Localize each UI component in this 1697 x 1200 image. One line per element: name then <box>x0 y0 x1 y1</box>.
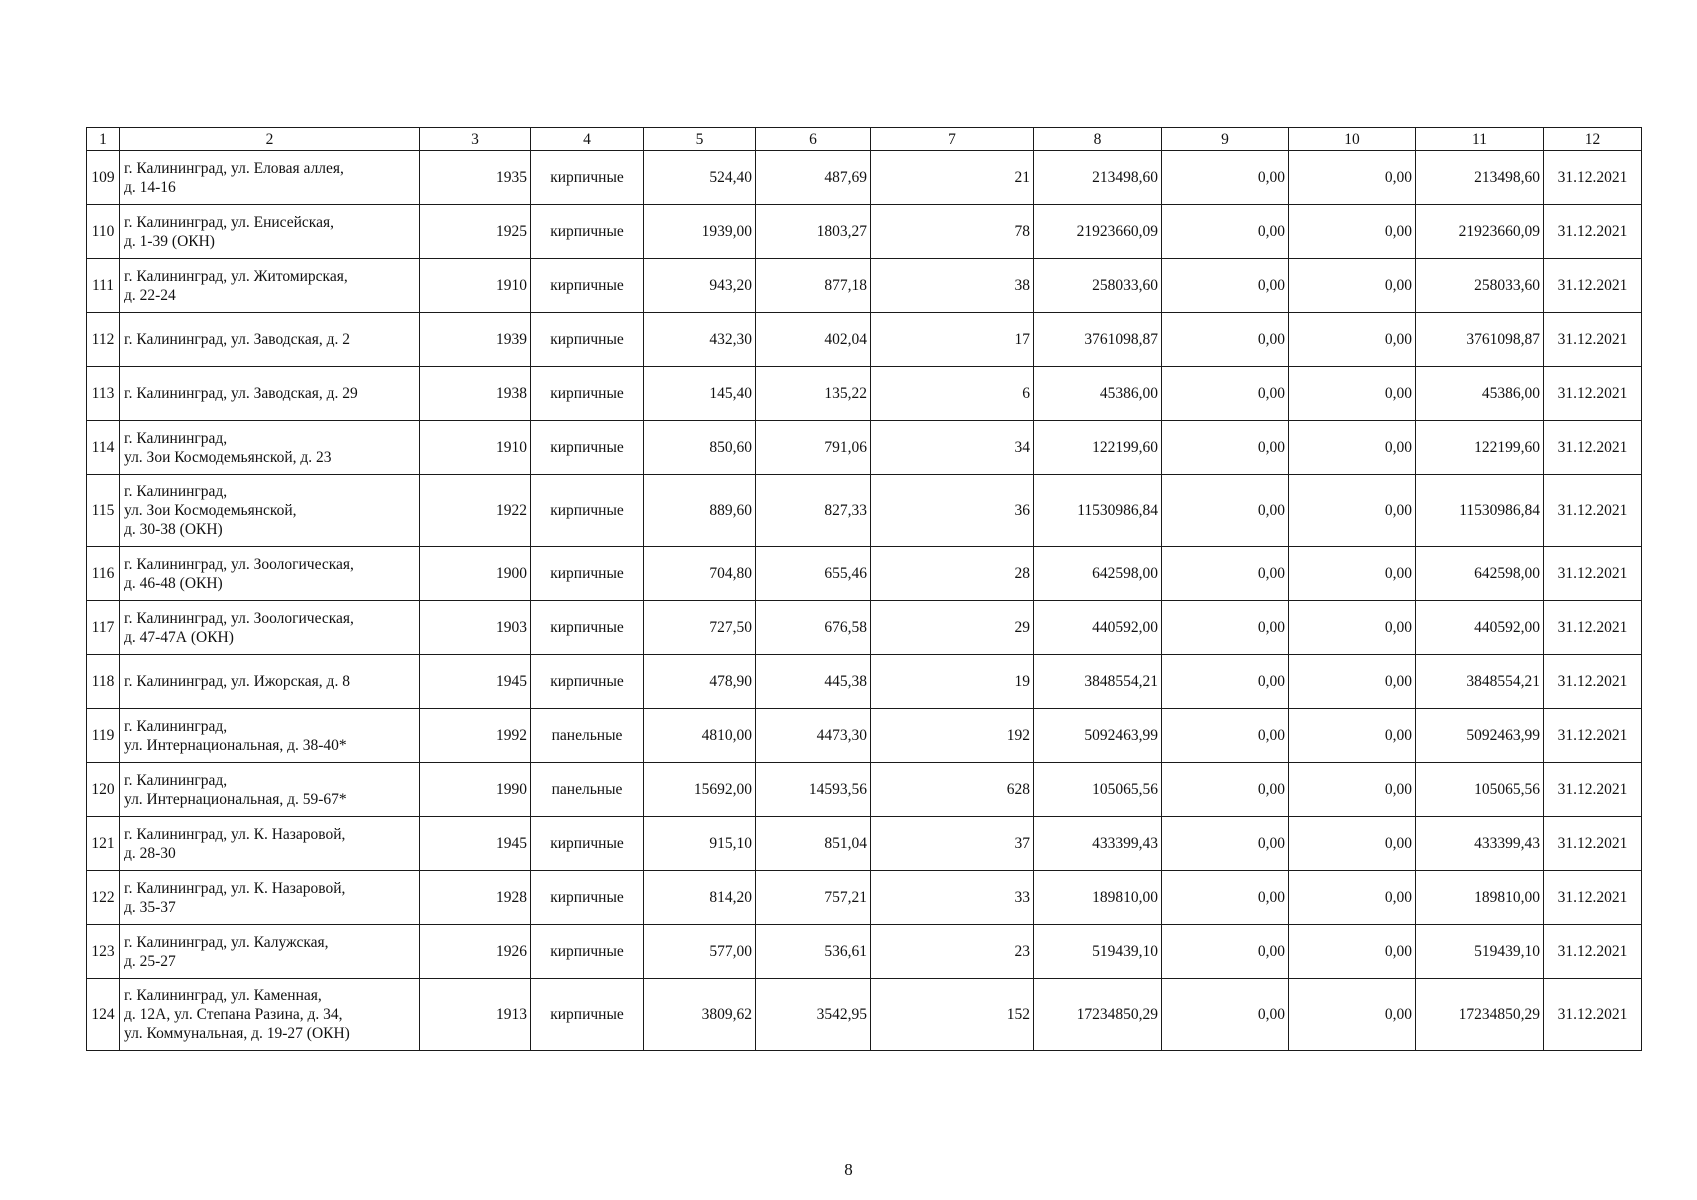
value-cell: 29 <box>871 601 1034 655</box>
value-cell: 440592,00 <box>1416 601 1544 655</box>
wall-material-cell: панельные <box>531 763 644 817</box>
address-cell: г. Калининград, ул. Интернациональная, д. 38-40* <box>120 709 420 763</box>
value-cell: 21923660,09 <box>1416 205 1544 259</box>
value-cell: 258033,60 <box>1034 259 1162 313</box>
address-cell: г. Калининград, ул. Енисейская, д. 1-39 (ОКН) <box>120 205 420 259</box>
value-cell: 757,21 <box>756 871 871 925</box>
page-number: 8 <box>844 1160 853 1179</box>
value-cell: 21 <box>871 151 1034 205</box>
value-cell: 3761098,87 <box>1416 313 1544 367</box>
table-row <box>87 655 1642 709</box>
value-cell: 17 <box>871 313 1034 367</box>
value-cell: 0,00 <box>1289 817 1416 871</box>
build-year-cell: 1990 <box>420 763 531 817</box>
table-row <box>87 925 1642 979</box>
value-cell: 676,58 <box>756 601 871 655</box>
wall-material-cell: кирпичные <box>531 259 644 313</box>
table-row <box>87 547 1642 601</box>
value-cell: 0,00 <box>1289 925 1416 979</box>
address-cell: г. Калининград, ул. Заводская, д. 2 <box>120 313 420 367</box>
value-cell: 915,10 <box>644 817 756 871</box>
build-year-cell: 1922 <box>420 475 531 547</box>
value-cell: 433399,43 <box>1034 817 1162 871</box>
date-cell: 31.12.2021 <box>1544 871 1642 925</box>
value-cell: 889,60 <box>644 475 756 547</box>
value-cell: 36 <box>871 475 1034 547</box>
row-number: 121 <box>87 817 120 871</box>
row-number: 109 <box>87 151 120 205</box>
value-cell: 213498,60 <box>1416 151 1544 205</box>
date-cell: 31.12.2021 <box>1544 313 1642 367</box>
address-cell: г. Калининград, ул. К. Назаровой, д. 28-30 <box>120 817 420 871</box>
value-cell: 524,40 <box>644 151 756 205</box>
value-cell: 0,00 <box>1289 547 1416 601</box>
value-cell: 14593,56 <box>756 763 871 817</box>
value-cell: 3761098,87 <box>1034 313 1162 367</box>
value-cell: 105065,56 <box>1034 763 1162 817</box>
value-cell: 213498,60 <box>1034 151 1162 205</box>
build-year-cell: 1913 <box>420 979 531 1051</box>
date-cell: 31.12.2021 <box>1544 151 1642 205</box>
value-cell: 0,00 <box>1289 601 1416 655</box>
value-cell: 122199,60 <box>1416 421 1544 475</box>
table-row <box>87 709 1642 763</box>
row-number: 120 <box>87 763 120 817</box>
build-year-cell: 1992 <box>420 709 531 763</box>
wall-material-cell: кирпичные <box>531 367 644 421</box>
value-cell: 3848554,21 <box>1034 655 1162 709</box>
value-cell: 45386,00 <box>1416 367 1544 421</box>
value-cell: 3542,95 <box>756 979 871 1051</box>
housing-register-table <box>86 127 1642 1051</box>
row-number: 119 <box>87 709 120 763</box>
value-cell: 17234850,29 <box>1416 979 1544 1051</box>
column-header: 6 <box>756 128 871 151</box>
value-cell: 0,00 <box>1289 709 1416 763</box>
table-row <box>87 871 1642 925</box>
value-cell: 0,00 <box>1289 367 1416 421</box>
address-cell: г. Калининград, ул. Зои Космодемьянской, д. 23 <box>120 421 420 475</box>
value-cell: 11530986,84 <box>1416 475 1544 547</box>
value-cell: 0,00 <box>1289 205 1416 259</box>
row-number: 110 <box>87 205 120 259</box>
value-cell: 37 <box>871 817 1034 871</box>
value-cell: 727,50 <box>644 601 756 655</box>
value-cell: 6 <box>871 367 1034 421</box>
column-header: 7 <box>871 128 1034 151</box>
address-cell: г. Калининград, ул. К. Назаровой, д. 35-37 <box>120 871 420 925</box>
column-header: 11 <box>1416 128 1544 151</box>
value-cell: 0,00 <box>1289 421 1416 475</box>
table-row <box>87 475 1642 547</box>
wall-material-cell: кирпичные <box>531 151 644 205</box>
table-row <box>87 979 1642 1051</box>
table-row <box>87 259 1642 313</box>
value-cell: 34 <box>871 421 1034 475</box>
wall-material-cell: кирпичные <box>531 871 644 925</box>
column-header: 12 <box>1544 128 1642 151</box>
table-row <box>87 817 1642 871</box>
wall-material-cell: кирпичные <box>531 547 644 601</box>
value-cell: 577,00 <box>644 925 756 979</box>
column-header: 8 <box>1034 128 1162 151</box>
value-cell: 0,00 <box>1162 817 1289 871</box>
date-cell: 31.12.2021 <box>1544 205 1642 259</box>
value-cell: 0,00 <box>1162 205 1289 259</box>
value-cell: 105065,56 <box>1416 763 1544 817</box>
value-cell: 28 <box>871 547 1034 601</box>
column-header: 4 <box>531 128 644 151</box>
value-cell: 0,00 <box>1162 601 1289 655</box>
date-cell: 31.12.2021 <box>1544 709 1642 763</box>
value-cell: 45386,00 <box>1034 367 1162 421</box>
row-number: 118 <box>87 655 120 709</box>
column-header: 10 <box>1289 128 1416 151</box>
value-cell: 432,30 <box>644 313 756 367</box>
build-year-cell: 1945 <box>420 817 531 871</box>
date-cell: 31.12.2021 <box>1544 655 1642 709</box>
value-cell: 0,00 <box>1289 763 1416 817</box>
address-cell: г. Калининград, ул. Зоологическая, д. 46-48 (ОКН) <box>120 547 420 601</box>
value-cell: 0,00 <box>1162 475 1289 547</box>
date-cell: 31.12.2021 <box>1544 763 1642 817</box>
address-cell: г. Калининград, ул. Зои Космодемьянской, д. 30-38 (ОКН) <box>120 475 420 547</box>
wall-material-cell: кирпичные <box>531 655 644 709</box>
column-header: 3 <box>420 128 531 151</box>
address-cell: г. Калининград, ул. Зоологическая, д. 47-47А (ОКН) <box>120 601 420 655</box>
value-cell: 0,00 <box>1162 655 1289 709</box>
value-cell: 0,00 <box>1289 475 1416 547</box>
row-number: 122 <box>87 871 120 925</box>
value-cell: 655,46 <box>756 547 871 601</box>
value-cell: 478,90 <box>644 655 756 709</box>
address-cell: г. Калининград, ул. Житомирская, д. 22-24 <box>120 259 420 313</box>
value-cell: 3809,62 <box>644 979 756 1051</box>
value-cell: 943,20 <box>644 259 756 313</box>
row-number: 116 <box>87 547 120 601</box>
value-cell: 877,18 <box>756 259 871 313</box>
value-cell: 850,60 <box>644 421 756 475</box>
value-cell: 791,06 <box>756 421 871 475</box>
table-row <box>87 421 1642 475</box>
row-number: 113 <box>87 367 120 421</box>
value-cell: 0,00 <box>1289 259 1416 313</box>
column-header: 9 <box>1162 128 1289 151</box>
column-header: 5 <box>644 128 756 151</box>
row-number: 124 <box>87 979 120 1051</box>
build-year-cell: 1903 <box>420 601 531 655</box>
table-row <box>87 205 1642 259</box>
table-row <box>87 313 1642 367</box>
value-cell: 0,00 <box>1162 979 1289 1051</box>
value-cell: 827,33 <box>756 475 871 547</box>
value-cell: 1939,00 <box>644 205 756 259</box>
address-cell: г. Калининград, ул. Заводская, д. 29 <box>120 367 420 421</box>
value-cell: 0,00 <box>1162 547 1289 601</box>
value-cell: 21923660,09 <box>1034 205 1162 259</box>
build-year-cell: 1925 <box>420 205 531 259</box>
value-cell: 0,00 <box>1289 151 1416 205</box>
value-cell: 0,00 <box>1162 925 1289 979</box>
row-number: 114 <box>87 421 120 475</box>
value-cell: 189810,00 <box>1034 871 1162 925</box>
value-cell: 642598,00 <box>1416 547 1544 601</box>
value-cell: 642598,00 <box>1034 547 1162 601</box>
value-cell: 189810,00 <box>1416 871 1544 925</box>
column-number-row <box>87 128 1642 151</box>
date-cell: 31.12.2021 <box>1544 367 1642 421</box>
row-number: 117 <box>87 601 120 655</box>
value-cell: 536,61 <box>756 925 871 979</box>
row-number: 115 <box>87 475 120 547</box>
value-cell: 258033,60 <box>1416 259 1544 313</box>
date-cell: 31.12.2021 <box>1544 475 1642 547</box>
address-cell: г. Калининград, ул. Интернациональная, д. 59-67* <box>120 763 420 817</box>
wall-material-cell: кирпичные <box>531 979 644 1051</box>
value-cell: 3848554,21 <box>1416 655 1544 709</box>
build-year-cell: 1939 <box>420 313 531 367</box>
table-row <box>87 367 1642 421</box>
value-cell: 23 <box>871 925 1034 979</box>
value-cell: 519439,10 <box>1034 925 1162 979</box>
wall-material-cell: панельные <box>531 709 644 763</box>
value-cell: 0,00 <box>1162 421 1289 475</box>
table-body <box>87 128 1642 1051</box>
row-number: 111 <box>87 259 120 313</box>
value-cell: 0,00 <box>1162 151 1289 205</box>
table-row <box>87 763 1642 817</box>
value-cell: 0,00 <box>1162 259 1289 313</box>
address-cell: г. Калининград, ул. Калужская, д. 25-27 <box>120 925 420 979</box>
build-year-cell: 1926 <box>420 925 531 979</box>
date-cell: 31.12.2021 <box>1544 547 1642 601</box>
wall-material-cell: кирпичные <box>531 475 644 547</box>
table-row <box>87 601 1642 655</box>
date-cell: 31.12.2021 <box>1544 925 1642 979</box>
value-cell: 78 <box>871 205 1034 259</box>
wall-material-cell: кирпичные <box>531 205 644 259</box>
value-cell: 4810,00 <box>644 709 756 763</box>
value-cell: 4473,30 <box>756 709 871 763</box>
value-cell: 11530986,84 <box>1034 475 1162 547</box>
wall-material-cell: кирпичные <box>531 601 644 655</box>
date-cell: 31.12.2021 <box>1544 817 1642 871</box>
value-cell: 0,00 <box>1162 763 1289 817</box>
value-cell: 0,00 <box>1289 655 1416 709</box>
wall-material-cell: кирпичные <box>531 313 644 367</box>
value-cell: 402,04 <box>756 313 871 367</box>
row-number: 123 <box>87 925 120 979</box>
build-year-cell: 1945 <box>420 655 531 709</box>
row-number: 112 <box>87 313 120 367</box>
value-cell: 135,22 <box>756 367 871 421</box>
value-cell: 0,00 <box>1289 979 1416 1051</box>
value-cell: 0,00 <box>1162 367 1289 421</box>
table-row <box>87 151 1642 205</box>
build-year-cell: 1910 <box>420 421 531 475</box>
date-cell: 31.12.2021 <box>1544 421 1642 475</box>
value-cell: 0,00 <box>1162 313 1289 367</box>
wall-material-cell: кирпичные <box>531 421 644 475</box>
build-year-cell: 1910 <box>420 259 531 313</box>
value-cell: 0,00 <box>1289 313 1416 367</box>
value-cell: 17234850,29 <box>1034 979 1162 1051</box>
value-cell: 145,40 <box>644 367 756 421</box>
value-cell: 19 <box>871 655 1034 709</box>
build-year-cell: 1900 <box>420 547 531 601</box>
wall-material-cell: кирпичные <box>531 925 644 979</box>
value-cell: 487,69 <box>756 151 871 205</box>
date-cell: 31.12.2021 <box>1544 601 1642 655</box>
value-cell: 1803,27 <box>756 205 871 259</box>
build-year-cell: 1938 <box>420 367 531 421</box>
value-cell: 433399,43 <box>1416 817 1544 871</box>
date-cell: 31.12.2021 <box>1544 979 1642 1051</box>
value-cell: 5092463,99 <box>1034 709 1162 763</box>
value-cell: 15692,00 <box>644 763 756 817</box>
value-cell: 704,80 <box>644 547 756 601</box>
value-cell: 5092463,99 <box>1416 709 1544 763</box>
value-cell: 0,00 <box>1289 871 1416 925</box>
column-header: 2 <box>120 128 420 151</box>
build-year-cell: 1935 <box>420 151 531 205</box>
value-cell: 851,04 <box>756 817 871 871</box>
value-cell: 814,20 <box>644 871 756 925</box>
wall-material-cell: кирпичные <box>531 817 644 871</box>
address-cell: г. Калининград, ул. Еловая аллея, д. 14-16 <box>120 151 420 205</box>
value-cell: 192 <box>871 709 1034 763</box>
value-cell: 628 <box>871 763 1034 817</box>
address-cell: г. Калининград, ул. Каменная, д. 12А, ул. Степана Разина, д. 34, ул. Коммунальная, д. 19-27 (ОКН) <box>120 979 420 1051</box>
build-year-cell: 1928 <box>420 871 531 925</box>
value-cell: 0,00 <box>1162 871 1289 925</box>
value-cell: 152 <box>871 979 1034 1051</box>
value-cell: 38 <box>871 259 1034 313</box>
value-cell: 33 <box>871 871 1034 925</box>
value-cell: 440592,00 <box>1034 601 1162 655</box>
date-cell: 31.12.2021 <box>1544 259 1642 313</box>
value-cell: 519439,10 <box>1416 925 1544 979</box>
column-header: 1 <box>87 128 120 151</box>
value-cell: 445,38 <box>756 655 871 709</box>
address-cell: г. Калининград, ул. Ижорская, д. 8 <box>120 655 420 709</box>
value-cell: 122199,60 <box>1034 421 1162 475</box>
value-cell: 0,00 <box>1162 709 1289 763</box>
